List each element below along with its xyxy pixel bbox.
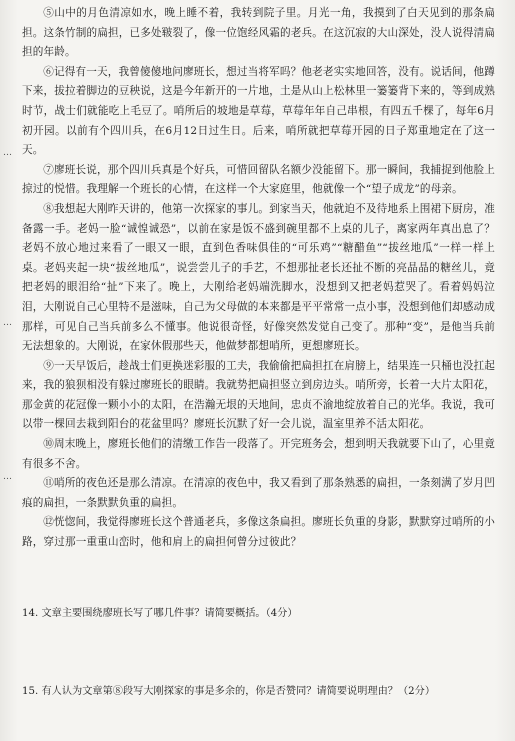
paragraph-9: ⑨一天早饭后，趁战士们更换迷彩服的工夫，我偷偷把扁担扛在肩膀上，结果连一只桶也没扛起来，我的狼狈相没有躲过廖班长的眼睛。我就势把扁担竖立到房边头。哨所旁，长着一大片太阳花，那金黄的花冠像一颗小小的太阳，在浩瀚无垠的天地间，忠贞不渝地绽放着自己的光华。我说，我可以带一棵回去栽到阳台的花盆里吗？廖班长沉默了好一会儿说，温室里养不活太阳花。 (22, 359, 495, 431)
question-15: 15. 有人认为文章第⑧段写大刚探家的事是多余的，你是否赞同？请简要说明理由？（2分） (22, 686, 436, 697)
question-14: 14. 文章主要围绕廖班长写了哪几件事？请简要概括。（4分） (22, 608, 298, 619)
paragraph-10: ⑩周末晚上，廖班长他们的清缴工作告一段落了。开完班务会，想到明天我就要下山了，心里竟有很多不舍。 (22, 438, 495, 470)
binding-margin-mark: … (3, 472, 12, 482)
paragraph-11: ⑪哨所的夜色还是那么清凉。在清凉的夜色中，我又看到了那条熟悉的扁担，一条刻满了岁月凹痕的扁担，一条默默负重的扁担。 (22, 477, 495, 509)
binding-margin-mark: … (3, 318, 12, 328)
reading-passage (22, 4, 495, 553)
paragraph-6: ⑥记得有一天，我曾傻傻地问廖班长，想过当将军吗？他老老实实地回答，没有。说话间，他蹲下来，拔拉着脚边的豆秧说，这是今年新开的一片地，土是从山上松林里一篓篓背下来的，等到成熟时节，战士们就能吃上毛豆了。哨所后的坡地是草莓，草莓年年自己串根，有四五千棵了，每年6月初开园。以前有个四川兵，在6月12日过生日。后来，哨所就把草莓开园的日子郑重地定在了这一天。 (22, 65, 495, 157)
paragraph-8: ⑧我想起大刚昨天讲的，他第一次探家的事儿。到家当天，他就迫不及待地系上围裙下厨房，准备露一手。老妈一脸“诚惶诚恐”，以前在家是饭不盛到碗里都不上桌的儿子，离家两年真出息了？老妈不放心地过来看了一眼又一眼，直到色香味俱佳的“可乐鸡”“糖醋鱼”“拔丝地瓜”一样一样上桌。老妈夹起一块“拔丝地瓜”，说尝尝儿子的手艺，不想那扯老长还扯不断的亮晶晶的糖丝儿，竟把老妈的眼泪给“扯”下来了。晚上，大刚给老妈端洗脚水，没想到又把老妈惹哭了。看着妈妈泣泪，大刚说自己心里特不是滋味，自己为父母做的本来都是平平常常一点小事，没想到他们却感动成那样，可见自己当兵前多么不懂事。他说很奇怪，好像突然发觉自己变了。那种“变”，是他当兵前无法想象的。大刚说，在家休假那些天，他做梦都想哨所，更想廖班长。 (22, 202, 495, 353)
binding-margin-mark: … (3, 148, 12, 158)
paragraph-12: ⑫恍惚间，我觉得廖班长这个普通老兵，多像这条扁担。廖班长负重的身影，默默穿过哨所的小路，穿过那一重重山峦时，他和肩上的扁担何曾分过彼此？ (22, 516, 495, 549)
paragraph-7: ⑦廖班长说，那个四川兵真是个好兵，可惜回留队名额少没能留下。那一瞬间，我捕捉到他脸上掠过的悦惜。我理解一个班长的心情，在这样一个大家庭里，他就像一个“望子成龙”的母亲。 (22, 163, 495, 196)
paragraph-5: ⑤山中的月色清凉如水，晚上睡不着，我转到院子里。月光一角，我摸到了白天见到的那条扁担。这条竹制的扁担，已多处皲裂了，像一位饱经风霜的老兵。在这沉寂的大山深处，没人说得清扁担的年龄。 (22, 7, 495, 59)
